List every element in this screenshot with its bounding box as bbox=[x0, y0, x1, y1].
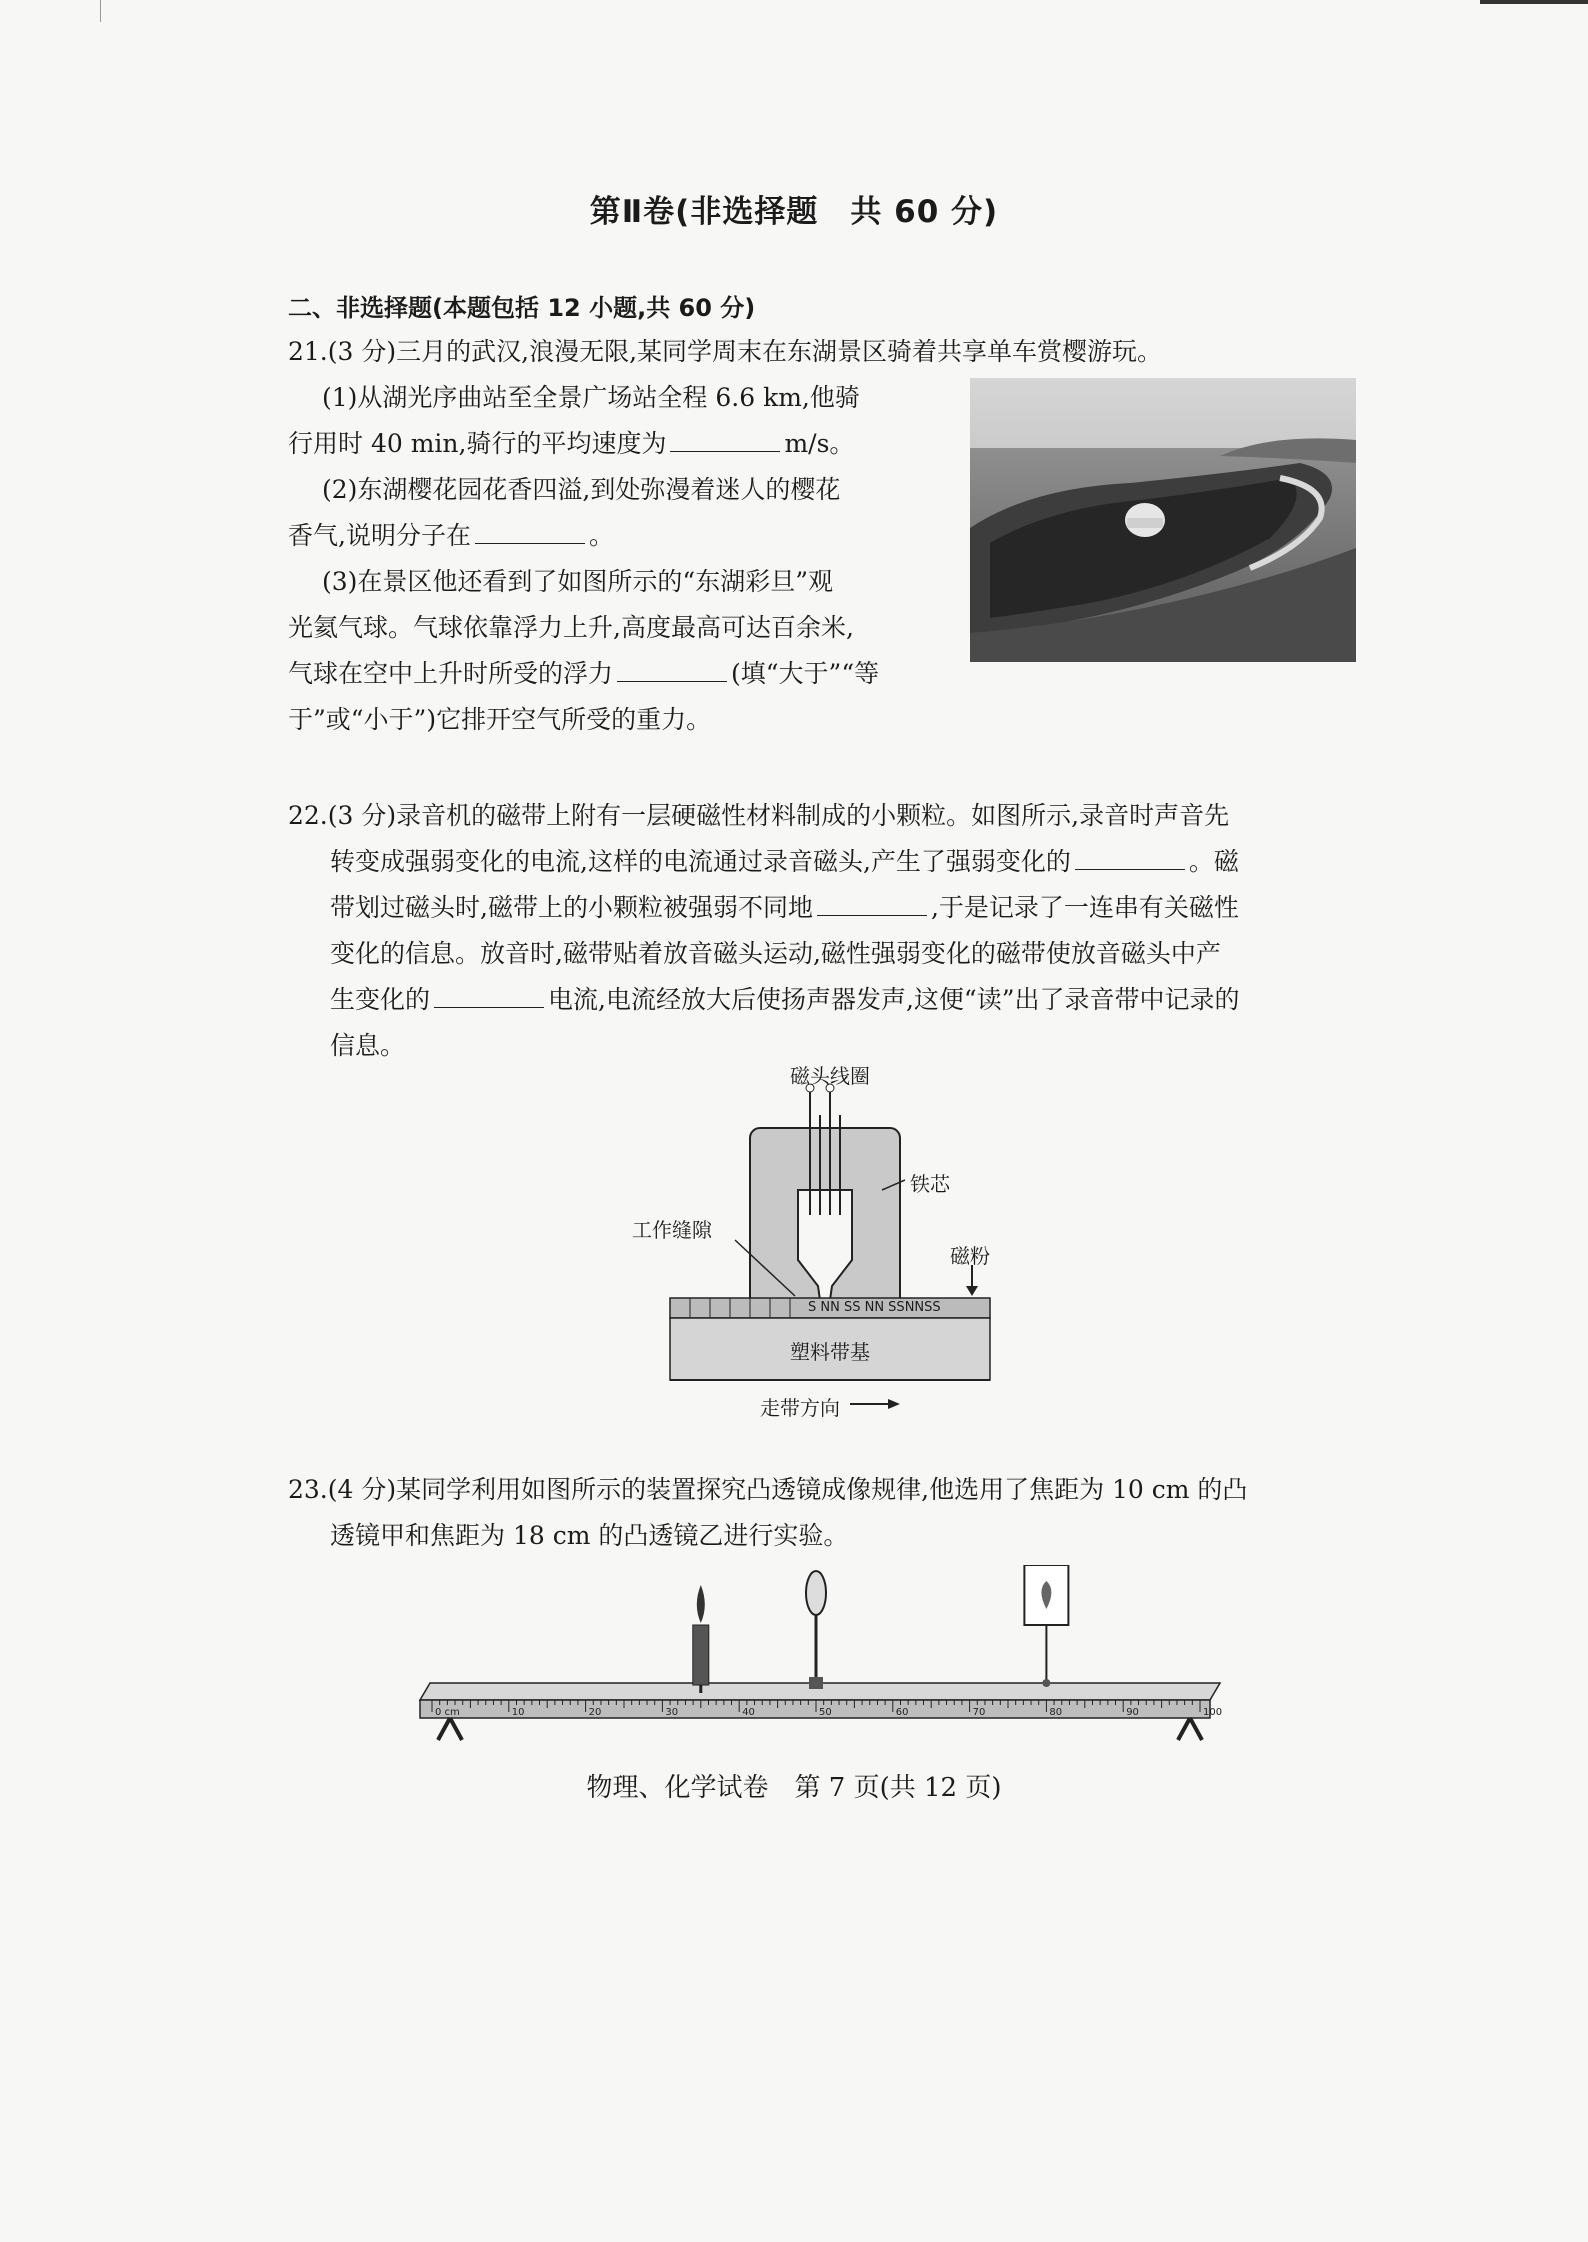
scale-label: 30 bbox=[665, 1707, 679, 1718]
optical-bench-diagram bbox=[410, 1565, 1230, 1750]
scale-label: 10 bbox=[511, 1707, 525, 1718]
q22-line-2-end: 。磁 bbox=[1188, 847, 1239, 876]
q21-answer-blank-2[interactable] bbox=[475, 521, 585, 544]
q21-part1-text: 行用时 40 min,骑行的平均速度为 bbox=[288, 429, 667, 458]
q22-line-2-text: 转变成强弱变化的电流,这样的电流通过录音磁头,产生了强弱变化的 bbox=[330, 847, 1071, 876]
magnetic-poles: S NN SS NN SSNNSS bbox=[808, 1300, 941, 1315]
scale-label: 20 bbox=[588, 1707, 602, 1718]
q22-line-5 bbox=[330, 980, 1239, 1016]
q22-line-3-end: ,于是记录了一连串有关磁性 bbox=[930, 893, 1239, 922]
q22-answer-blank-3[interactable] bbox=[434, 985, 544, 1008]
q22-line-6: 信息。 bbox=[330, 1031, 406, 1060]
q21-part3-d: 于”或“小于”)它排开空气所受的重力。 bbox=[288, 705, 712, 734]
east-lake-balloon-photo bbox=[970, 378, 1356, 662]
q21-part3-text: 气球在空中上升时所受的浮力 bbox=[288, 659, 614, 688]
scale-label: 60 bbox=[895, 1707, 909, 1718]
gap-label: 工作缝隙 bbox=[632, 1218, 712, 1242]
q22-line-2 bbox=[330, 842, 1239, 878]
q21-part2-a: (2)东湖樱花园花香四溢,到处弥漫着迷人的樱花 bbox=[322, 475, 841, 504]
scale-label: 100 bbox=[1203, 1707, 1223, 1718]
q21-part2-end: 。 bbox=[588, 521, 614, 550]
q21-answer-blank-3[interactable] bbox=[617, 659, 727, 682]
q21-stem: 21.(3 分)三月的武汉,浪漫无限,某同学周末在东湖景区骑着共享单车赏樱游玩。 bbox=[288, 337, 1163, 366]
paper-title: 第Ⅱ卷(非选择题 共 60 分) bbox=[589, 194, 999, 230]
page-footer: 物理、化学试卷 第 7 页(共 12 页) bbox=[586, 1773, 1002, 1803]
q21-part2-b bbox=[288, 516, 614, 552]
q22-answer-blank-1[interactable] bbox=[1075, 847, 1185, 870]
section-heading: 二、非选择题(本题包括 12 小题,共 60 分) bbox=[288, 294, 756, 322]
q23-line-1: 23.(4 分)某同学利用如图所示的装置探究凸透镜成像规律,他选用了焦距为 10 cm 的凸 bbox=[288, 1475, 1248, 1504]
q21-part3-c bbox=[288, 654, 879, 690]
scan-mark bbox=[100, 0, 101, 22]
q22-answer-blank-2[interactable] bbox=[817, 893, 927, 916]
scale-label: 80 bbox=[1049, 1707, 1063, 1718]
q21-part3-b: 光氦气球。气球依靠浮力上升,高度最高可达百余米, bbox=[288, 613, 854, 642]
q22-line-5-text: 生变化的 bbox=[330, 985, 431, 1014]
q21-part1-unit: m/s。 bbox=[784, 429, 855, 458]
q22-line-3 bbox=[330, 888, 1239, 924]
q23-line-2: 透镜甲和焦距为 18 cm 的凸透镜乙进行实验。 bbox=[330, 1521, 849, 1550]
q22-line-5-end: 电流,电流经放大后使扬声器发声,这便“读”出了录音带中记录的 bbox=[548, 985, 1240, 1014]
convex-lens bbox=[806, 1571, 826, 1689]
scale-label: 0 cm bbox=[435, 1707, 460, 1718]
q21-part1-b bbox=[288, 424, 854, 460]
scale-label: 90 bbox=[1126, 1707, 1139, 1718]
q21-part3-a: (3)在景区他还看到了如图所示的“东湖彩旦”观 bbox=[322, 567, 833, 596]
magnetic-head-diagram bbox=[620, 1060, 1000, 1420]
q21-answer-blank-1[interactable] bbox=[670, 429, 780, 452]
q22-line-4: 变化的信息。放音时,磁带贴着放音磁头运动,磁性强弱变化的磁带使放音磁头中产 bbox=[330, 939, 1221, 968]
base-label: 塑料带基 bbox=[790, 1340, 870, 1364]
core-label: 铁芯 bbox=[910, 1172, 950, 1196]
q22-line-1: 22.(3 分)录音机的磁带上附有一层硬磁性材料制成的小颗粒。如图所示,录音时声音先 bbox=[288, 801, 1230, 830]
coil-label: 磁头线圈 bbox=[790, 1064, 870, 1088]
scale-label: 40 bbox=[742, 1707, 755, 1718]
scan-edge-line bbox=[1480, 0, 1588, 4]
candle bbox=[693, 1585, 709, 1693]
q21-part1-a: (1)从湖光序曲站至全景广场站全程 6.6 km,他骑 bbox=[322, 383, 860, 412]
light-screen bbox=[1024, 1565, 1068, 1687]
direction-label: 走带方向 bbox=[760, 1396, 840, 1420]
scale-label: 50 bbox=[819, 1707, 832, 1718]
q21-part2-text: 香气,说明分子在 bbox=[288, 521, 471, 550]
powder-label: 磁粉 bbox=[950, 1244, 990, 1268]
q21-part3-hint: (填“大于”“等 bbox=[731, 659, 880, 688]
scale-label: 70 bbox=[972, 1707, 986, 1718]
q22-line-3-text: 带划过磁头时,磁带上的小颗粒被强弱不同地 bbox=[330, 893, 813, 922]
